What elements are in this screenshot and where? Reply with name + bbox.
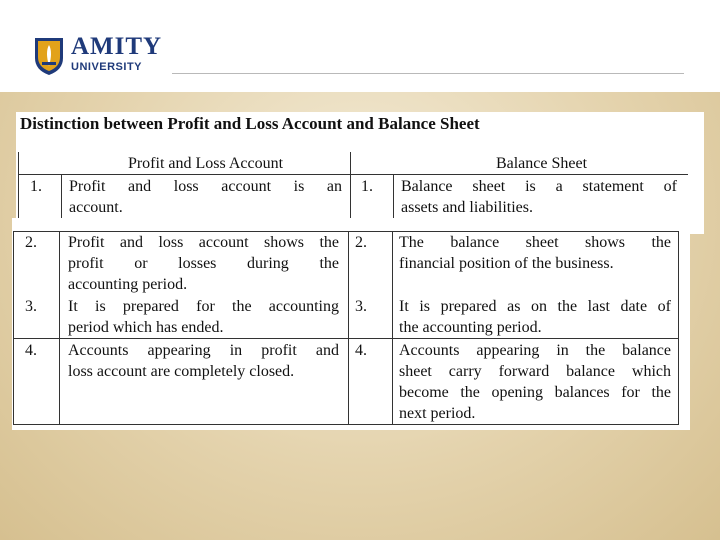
- cell-line: sheet carry forward balance which: [399, 363, 671, 380]
- table-divider-num-right: [392, 231, 393, 425]
- brand-subtitle: UNIVERSITY: [71, 61, 143, 73]
- cell-line: Accounts appearing in the balance: [399, 342, 671, 359]
- table-header-rule: [18, 174, 688, 175]
- cell-line: period which has ended.: [68, 319, 224, 336]
- cell-line: financial position of the business.: [399, 255, 614, 272]
- table-border-left: [13, 231, 14, 425]
- table-divider-middle: [348, 231, 349, 425]
- table-excerpt-bottom: [12, 218, 690, 430]
- cell-line: assets and liabilities.: [401, 199, 533, 216]
- cell-line: The balance sheet shows the: [399, 234, 671, 251]
- amity-emblem-icon: [33, 36, 65, 76]
- row-number: 4.: [25, 342, 37, 359]
- row-number: 1.: [361, 178, 373, 195]
- table-excerpt-top: [16, 112, 704, 234]
- amity-logo: [33, 33, 163, 78]
- table-divider-num-left: [59, 231, 60, 425]
- cell-line: accounting period.: [68, 276, 188, 293]
- cell-line: profit or losses during the: [68, 255, 339, 272]
- cell-line: the accounting period.: [399, 319, 542, 336]
- cell-line: next period.: [399, 405, 476, 422]
- table-rule: [13, 424, 679, 425]
- row-number: 3.: [355, 298, 367, 315]
- row-number: 2.: [25, 234, 37, 251]
- table-rule: [13, 338, 679, 339]
- row-number: 3.: [25, 298, 37, 315]
- cell-line: become the opening balances for the: [399, 384, 671, 401]
- table-border-right: [678, 231, 679, 425]
- document-title: Distinction between Profit and Loss Account and Balance Sheet: [20, 114, 480, 133]
- cell-line: Accounts appearing in profit and: [68, 342, 339, 359]
- cell-line: Balance sheet is a statement of: [401, 178, 677, 195]
- cell-line: loss account are completely closed.: [68, 363, 295, 380]
- cell-line: Profit and loss account is an: [69, 178, 342, 195]
- slide-header: [0, 0, 720, 92]
- column-header-profit-loss: Profit and Loss Account: [127, 155, 284, 172]
- cell-line: It is prepared as on the last date of: [399, 298, 671, 315]
- row-number: 4.: [355, 342, 367, 359]
- cell-line: It is prepared for the accounting: [68, 298, 339, 315]
- header-divider: [172, 73, 684, 74]
- cell-line: account.: [69, 199, 123, 216]
- row-number: 1.: [30, 178, 42, 195]
- cell-line: Profit and loss account shows the: [68, 234, 339, 251]
- brand-name: AMITY: [71, 33, 163, 60]
- column-header-balance-sheet: Balance Sheet: [495, 155, 588, 172]
- row-number: 2.: [355, 234, 367, 251]
